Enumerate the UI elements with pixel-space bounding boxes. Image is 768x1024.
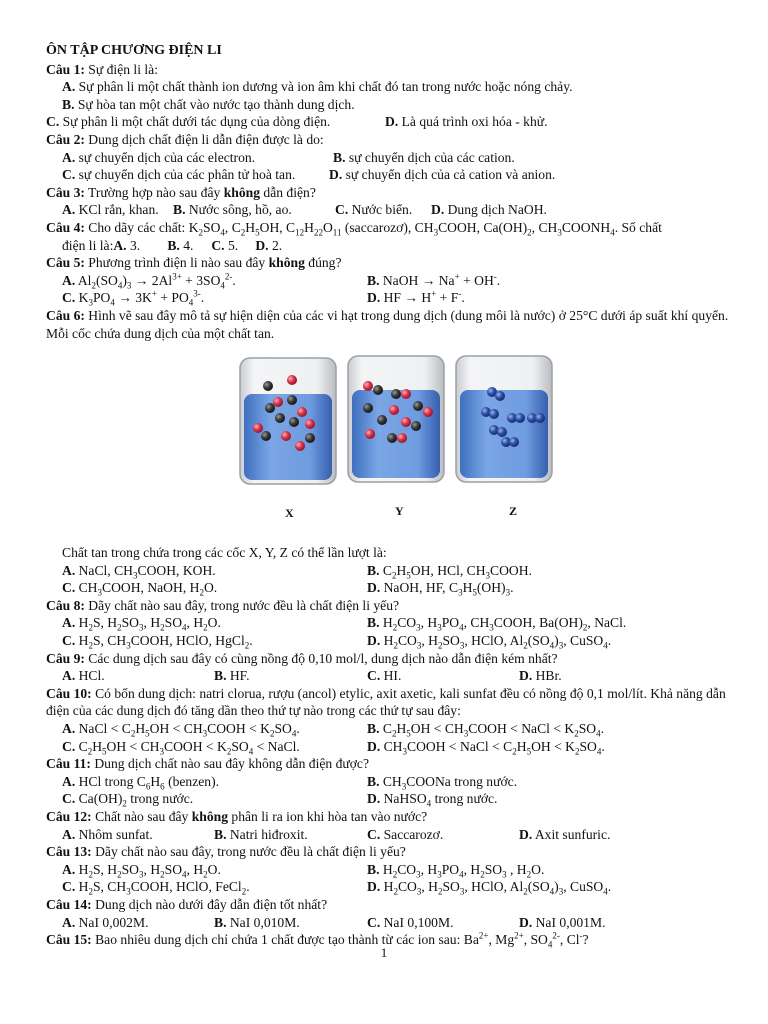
question-6: Câu 6: Hình vẽ sau đây mô tả sự hiện diện của các vi hạt trong dung dịch (dung môi là nước) ở 25°C dưới áp suất khí quyển. Mỗi cốc chứa dung dịch của một chất tan. xyxy=(46,307,729,341)
beaker-label-x: X xyxy=(285,506,294,521)
q10-options-ab: A. NaCl < $C_2H_5OH$ < $CH_3COOH < K_2SO_4$. B. $C_2H_5OH$ < $CH_3COOH$ < NaCl < $K_2SO_4$. xyxy=(62,721,605,739)
q11-options-cd: C. $Ca(OH)_2$ trong nước. D. NaHSO$_4$ trong nước. xyxy=(62,791,498,810)
question-2: Câu 2: Dung dịch chất điện li dẫn điện được là do: xyxy=(46,131,324,147)
beaker-label-y: Y xyxy=(395,504,404,519)
q13-options-cd: C. $H_2S$, $CH_3COOH$, HClO, FeCl$_2$. D. $H_2CO_3$, $H_2SO_3$, HClO, $Al_2(SO_4)_3$, CuSO$_4$. xyxy=(62,879,612,898)
q2-options-cd: C. sự chuyển dịch của các phân tử hoà tan. D. sự chuyển dịch của cả cation và anion. xyxy=(62,167,556,183)
question-15: Câu 15: Bao nhiêu dung dịch chỉ chứa 1 chất được tạo thành từ các ion sau: $Ba^{2+}$, $Mg^{2+}$, $SO_4^{2-}$, Cl-? xyxy=(46,930,589,950)
beaker-figure xyxy=(46,348,736,544)
q12-options: A. Nhôm sunfat. B. Natri hiđroxit. C. Saccarozơ. D. Axit sunfuric. xyxy=(62,826,611,842)
q4-options: điện li là: A. 3. B. 4. C. 5. D. 2. xyxy=(62,237,283,253)
question-5: Câu 5: Phương trình điện li nào sau đây không đúng? xyxy=(46,255,342,271)
question-4: Câu 4: Cho dãy các chất: $K_2SO_4$, $C_2H_5OH$, $C_{12}H_{22}O_{11}$ (saccarozơ), $CH_3COOH$, $Ca(OH)_2$, $CH_3COONH_4$. Số chất xyxy=(46,219,662,238)
question-11: Câu 11: Dung dịch chất nào sau đây không dẫn điện được? xyxy=(46,756,370,772)
page-number: 1 xyxy=(380,945,388,960)
q3-options: A. KCl rắn, khan. B. Nước sông, hồ, ao. C. Nước biển. D. Dung dịch NaOH. xyxy=(62,202,547,218)
q10-options-cd: C. $C_2H_5OH$ < $CH_3COOH < K_2SO_4$ < NaCl. D. $CH_3COOH$ < NaCl < $C_2H_5OH < K_2SO_4$. xyxy=(62,738,605,757)
question-10: Câu 10: Có bốn dung dịch: natri clorua, rượu (ancol) etylic, axit axetic, kali sunfat đều có nồng độ 0,1 mol/lít. Khả năng dẫn điện của các dung dịch đó tăng dần theo thứ tự nào trong các thứ tự sau đây: xyxy=(46,685,726,719)
q1-options-cd: C. Sự phân li một chất dưới tác dụng của dòng điện. D. Là quá trình oxi hóa - khử. xyxy=(46,114,548,130)
q8-options-ab: A. $H_2S$, $H_2SO_3$, $H_2SO_4$, $H_2O$. B. $H_2CO_3$, $H_3PO_4$, $CH_3COOH$, $Ba(OH)_2$, NaCl. xyxy=(62,615,627,634)
q1-option-b: B. Sự hòa tan một chất vào nước tạo thành dung dịch. xyxy=(62,96,355,112)
page-title: ÔN TẬP CHƯƠNG ĐIỆN LI xyxy=(46,43,222,58)
q1-option-a: A. Sự phân li một chất thành ion dương và ion âm khi chất đó tan trong nước hoặc nóng chảy. xyxy=(62,79,573,95)
q6-options-ab: A. NaCl, $CH_3COOH$, KOH. B. $C_2H_5OH$, HCl, $CH_3COOH$. xyxy=(62,562,532,581)
beaker-z xyxy=(456,356,552,482)
beaker-label-z: Z xyxy=(509,504,518,519)
question-3: Câu 3: Trường hợp nào sau đây không dẫn điện? xyxy=(46,184,316,200)
beakers-illustration xyxy=(46,348,736,544)
q13-options-ab: A. $H_2S$, $H_2SO_3$, $H_2SO_4$, $H_2O$. B. $H_2CO_3$, $H_3PO_4$, $H_2SO_3$ , $H_2O$. xyxy=(62,861,545,880)
question-9: Câu 9: Các dung dịch sau đây có cùng nồng độ 0,10 mol/l, dung dịch nào dẫn điện kém nhất? xyxy=(46,650,558,666)
q2-options-ab: A. sự chuyển dịch của các electron. B. sự chuyển dịch của các cation. xyxy=(62,149,515,165)
q8-options-cd: C. $H_2S$, $CH_3COOH$, HClO, HgCl$_2$. D. $H_2CO_3$, $H_2SO_3$, HClO, $Al_2(SO_4)_3$, CuSO$_4$. xyxy=(62,633,612,651)
question-13: Câu 13: Dãy chất nào sau đây, trong nước đều là chất điện li yếu? xyxy=(46,844,406,860)
q11-options-ab: A. HCl trong $C_6H_6$ (benzen). B. $CH_3COONa$ trong nước. xyxy=(62,773,518,792)
question-8: Câu 8: Dãy chất nào sau đây, trong nước đều là chất điện li yếu? xyxy=(46,597,400,613)
q5-options-cd: C. $K_3PO_4 \to 3K^+ + PO_4^{3-}$. D. HF → H+ + F-. xyxy=(62,288,465,309)
q5-options-ab: A. $Al_2(SO_4)_3 \to 2Al^{3+} + 3SO_4^{2-}$. B. NaOH → Na+ + OH-. xyxy=(62,271,501,291)
question-12: Câu 12: Chất nào sau đây không phân li ra ion khi hòa tan vào nước? xyxy=(46,809,428,824)
question-1: Câu 1: Sự điện li là: xyxy=(46,61,158,77)
beaker-y xyxy=(348,356,444,482)
question-14: Câu 14: Dung dịch nào dưới đây dẫn điện tốt nhất? xyxy=(46,896,328,912)
q14-options: A. NaI 0,002M. B. NaI 0,010M. C. NaI 0,100M. D. NaI 0,001M. xyxy=(62,914,606,930)
q9-options: A. HCl. B. HF. C. HI. D. HBr. xyxy=(62,668,562,684)
beaker-x xyxy=(240,358,336,484)
document-page xyxy=(46,42,736,949)
question-6-prompt: Chất tan trong chứa trong các cốc X, Y, Z có thể lần lượt là: xyxy=(62,545,387,561)
q6-options-cd: C. $CH_3COOH$, NaOH, $H_2O$. D. NaOH, HF, $C_3H_5(OH)_3$. xyxy=(62,580,514,598)
